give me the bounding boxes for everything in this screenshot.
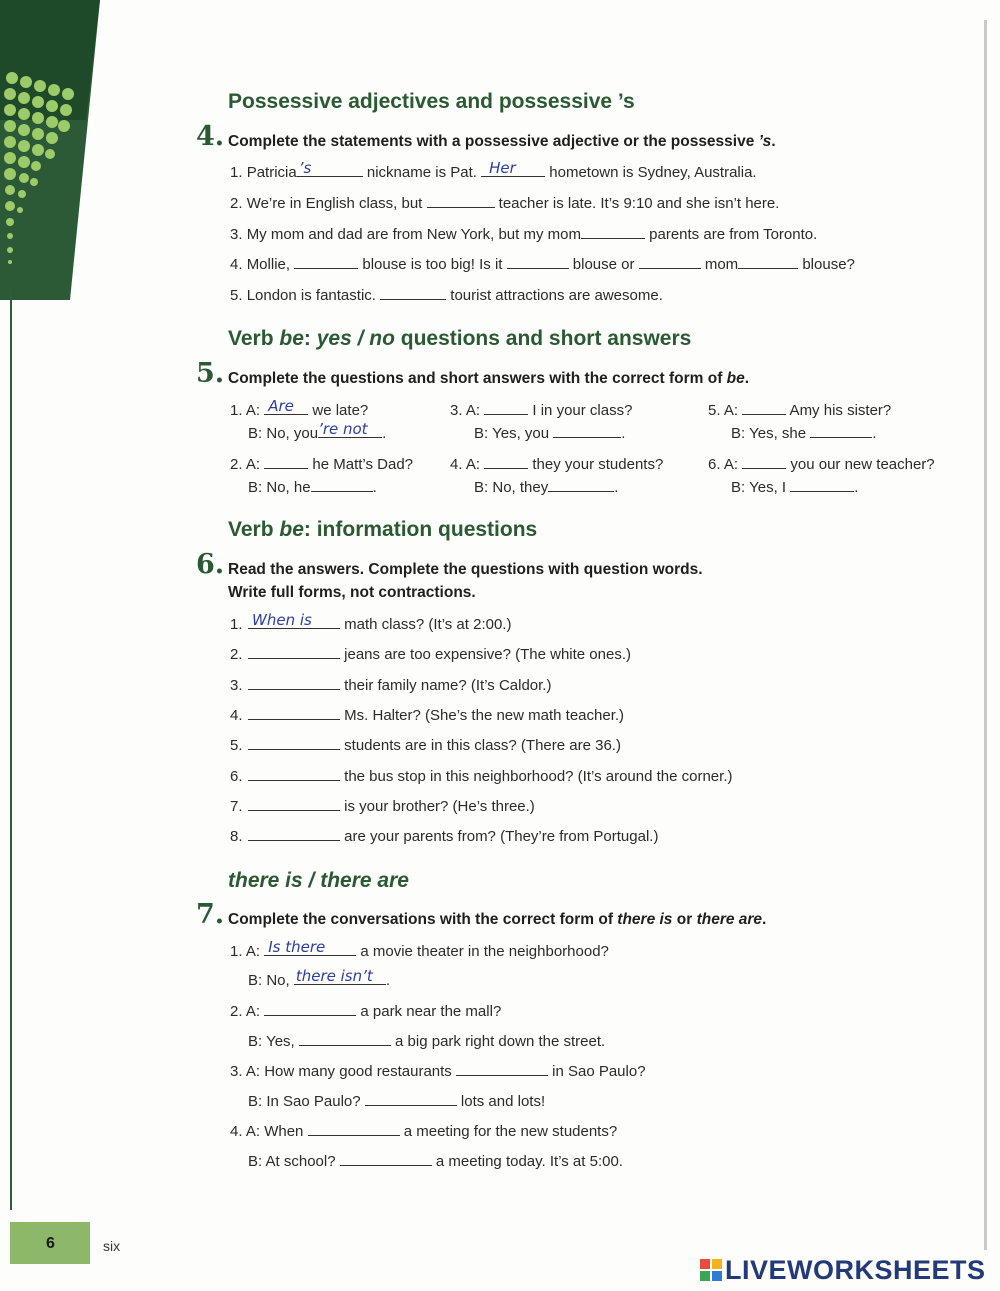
ex6-item7-blank[interactable] (248, 796, 340, 811)
ex6-item4-blank[interactable] (248, 705, 340, 720)
ex6-item-3: 3. their family name? (It’s Caldor.) (230, 677, 552, 694)
ex5-item-2-question: 2. A: he Matt’s Dad? (230, 456, 413, 473)
section-heading-there-is-there-are: there is / there are (228, 869, 409, 892)
ex7-item1-a-blank[interactable]: Is there (264, 941, 356, 956)
ex7-item-1-a: 1. A: Is there a movie theater in the neighborhood? (230, 938, 609, 960)
ex7-item-2-a: 2. A: a park near the mall? (230, 1003, 502, 1020)
exercise-6-instructions-line2: Write full forms, not contractions. (228, 584, 476, 601)
ex6-item-5: 5. students are in this class? (There are 36.) (230, 737, 621, 754)
ex7-item4-a-blank[interactable] (308, 1121, 400, 1136)
ex5-item6-blank[interactable] (742, 454, 786, 469)
ex5-item3-blank[interactable] (484, 400, 528, 415)
ex6-item6-blank[interactable] (248, 766, 340, 781)
ex7-item-3-b: B: In Sao Paulo? lots and lots! (248, 1093, 546, 1110)
ex6-item-2: 2. jeans are too expensive? (The white ones.) (230, 646, 631, 663)
ex6-item-7: 7. is your brother? (He’s three.) (230, 798, 535, 815)
ex4-item3-blank[interactable] (581, 224, 645, 239)
ex5-item-6-question: 6. A: you our new teacher? (708, 456, 935, 473)
left-margin-line (10, 290, 12, 1210)
section-heading-information-questions: Verb be: information questions (228, 518, 538, 541)
ex5-item-4-answer: B: No, they . (474, 479, 619, 496)
exercise-6-instructions-line1: Read the answers. Complete the questions with question words. (228, 561, 703, 578)
ex5-item2-blank[interactable] (264, 454, 308, 469)
section-heading-possessive: Possessive adjectives and possessive ’s (228, 90, 635, 113)
ex5-item4-blank[interactable] (484, 454, 528, 469)
section-heading-yes-no: Verb be: yes / no questions and short answers (228, 327, 692, 350)
ex4-item4-blank2[interactable] (507, 254, 569, 269)
ex6-item-6: 6. the bus stop in this neighborhood? (It’s around the corner.) (230, 768, 733, 785)
liveworksheets-logo[interactable] (700, 1255, 986, 1286)
ex4-item-2: 2. We’re in English class, but teacher is late. It’s 9:10 and she isn’t here. (230, 195, 780, 212)
ex5-item-5-answer: B: Yes, she . (731, 425, 877, 442)
ex7-item-4-b: B: At school? a meeting today. It’s at 5:00. (248, 1153, 623, 1170)
ex7-item3-a-blank[interactable] (456, 1061, 548, 1076)
ex6-item1-blank[interactable]: When is (248, 614, 340, 629)
ex7-item1-b-blank[interactable]: there isn’t (294, 970, 386, 985)
ex4-item4-blank1[interactable] (294, 254, 358, 269)
ex7-item3-b-blank[interactable] (365, 1091, 457, 1106)
ex5-item-5-question: 5. A: Amy his sister? (708, 402, 892, 419)
ex6-item-1: 1. When is math class? (It’s at 2:00.) (230, 611, 512, 633)
ex5-item3-answer-blank[interactable] (553, 423, 621, 438)
ex4-item-4: 4. Mollie, blouse is too big! Is it blouse or mom blouse? (230, 256, 855, 273)
ex7-item2-b-blank[interactable] (299, 1031, 391, 1046)
exercise-number-5: 5. (196, 358, 225, 389)
ex4-item-1: 1. Patricia ’s nickname is Pat. Her hometown is Sydney, Australia. (230, 159, 757, 181)
ex4-item4-blank3[interactable] (639, 254, 701, 269)
ex5-item-4-question: 4. A: they your students? (450, 456, 664, 473)
page-number-word: six (103, 1238, 121, 1254)
page-number: 6 (46, 1235, 55, 1252)
ex5-item1-blank[interactable]: Are (264, 400, 308, 415)
exercise-7-instructions: Complete the conversations with the correct form of there is or there are. (228, 911, 767, 928)
liveworksheets-logo-icon (700, 1259, 722, 1281)
right-edge-shadow (984, 20, 987, 1250)
exercise-number-7: 7. (196, 899, 225, 930)
ex5-item-1-question: 1. A: Are we late? (230, 397, 369, 419)
decorative-dots-graphic (0, 0, 110, 300)
exercise-4-instructions: Complete the statements with a possessive adjective or the possessive ’s. (228, 133, 776, 150)
ex5-item4-answer-blank[interactable] (548, 477, 614, 492)
ex5-item-3-answer: B: Yes, you . (474, 425, 626, 442)
ex6-item8-blank[interactable] (248, 826, 340, 841)
ex7-item-2-b: B: Yes, a big park right down the street. (248, 1033, 606, 1050)
exercise-5-instructions: Complete the questions and short answers with the correct form of be. (228, 370, 750, 387)
ex6-item2-blank[interactable] (248, 644, 340, 659)
exercise-number-6: 6. (196, 549, 225, 580)
ex7-item-4-a: 4. A: When a meeting for the new students? (230, 1123, 618, 1140)
ex4-item2-blank[interactable] (427, 193, 495, 208)
ex7-item4-b-blank[interactable] (340, 1151, 432, 1166)
ex4-item1-blank1[interactable]: ’s (297, 162, 363, 177)
ex4-item-5: 5. London is fantastic. tourist attractions are awesome. (230, 287, 663, 304)
ex6-item-4: 4. Ms. Halter? (She’s the new math teacher.) (230, 707, 625, 724)
ex4-item5-blank[interactable] (380, 285, 446, 300)
ex5-item-3-question: 3. A: I in your class? (450, 402, 633, 419)
ex7-item-1-b: B: No, there isn’t . (248, 967, 391, 989)
ex5-item2-answer-blank[interactable] (311, 477, 373, 492)
ex5-item-1-answer: B: No, you ’re not . (248, 420, 387, 442)
ex7-item2-a-blank[interactable] (264, 1001, 356, 1016)
liveworksheets-logo-text: LIVEWORKSHEETS (725, 1255, 986, 1285)
ex5-item6-answer-blank[interactable] (790, 477, 854, 492)
ex4-item1-blank2[interactable]: Her (481, 162, 545, 177)
exercise-number-4: 4. (196, 121, 225, 152)
ex5-item5-answer-blank[interactable] (810, 423, 872, 438)
ex5-item-2-answer: B: No, he . (248, 479, 377, 496)
ex5-item-6-answer: B: Yes, I . (731, 479, 859, 496)
ex6-item5-blank[interactable] (248, 735, 340, 750)
ex6-item3-blank[interactable] (248, 675, 340, 690)
ex4-item4-blank4[interactable] (738, 254, 798, 269)
ex6-item-8: 8. are your parents from? (They’re from Portugal.) (230, 828, 659, 845)
ex5-item5-blank[interactable] (742, 400, 786, 415)
ex5-item1-answer-blank[interactable]: ’re not (318, 423, 382, 438)
ex7-item-3-a: 3. A: How many good restaurants in Sao Paulo? (230, 1063, 646, 1080)
ex4-item-3: 3. My mom and dad are from New York, but my mom parents are from Toronto. (230, 226, 818, 243)
